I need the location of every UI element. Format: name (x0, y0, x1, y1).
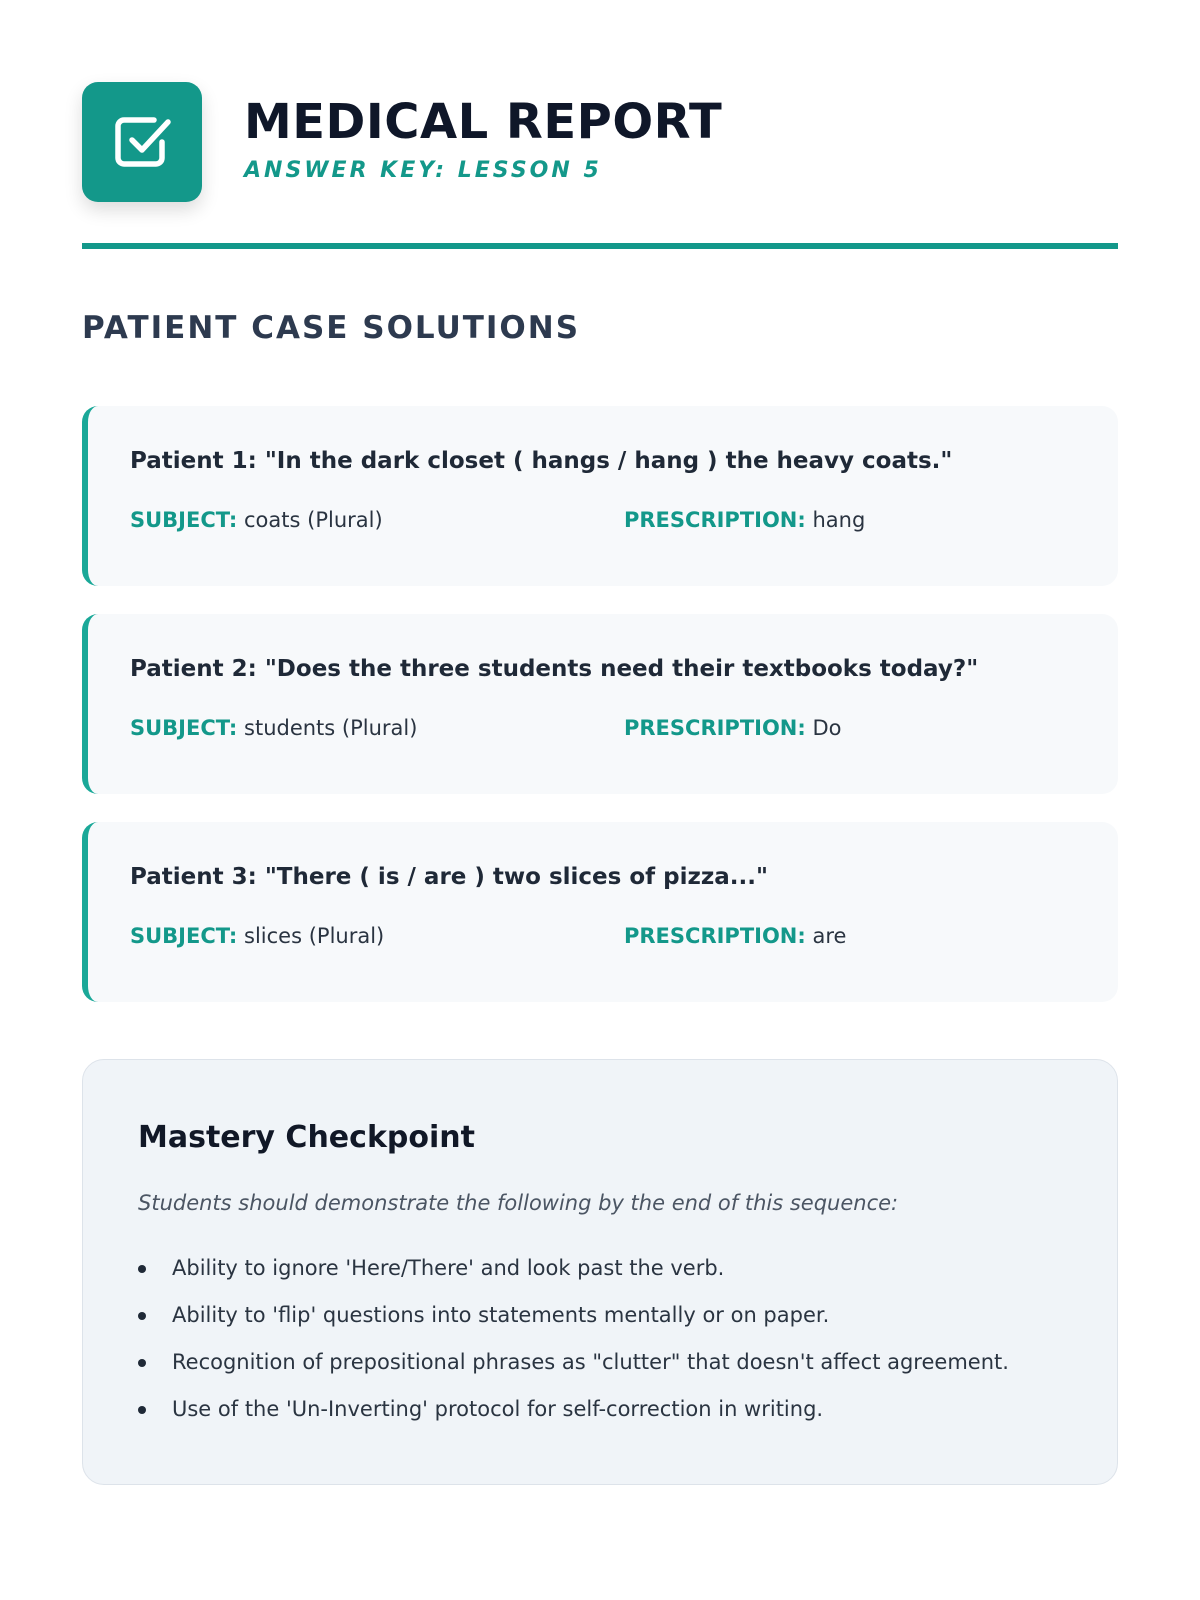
list-item-text: Use of the 'Un-Inverting' protocol for self-correction in writing. (172, 1397, 824, 1421)
subject-label: SUBJECT: (130, 508, 238, 532)
case-answer-row (130, 716, 1118, 746)
bullet-icon (138, 1312, 146, 1320)
case-answer-row (130, 508, 1118, 538)
case-list (82, 406, 1118, 1030)
list-item-text: Ability to ignore 'Here/There' and look past the verb. (172, 1256, 725, 1280)
case-answer-row (130, 924, 1118, 954)
case-question: Patient 1: "In the dark closet ( hangs / hang ) the heavy coats." (130, 448, 953, 474)
mastery-title: Mastery Checkpoint (138, 1120, 475, 1155)
bullet-icon (138, 1406, 146, 1414)
list-item (138, 1339, 1062, 1386)
prescription-label: PRESCRIPTION: (624, 716, 806, 740)
bullet-icon (138, 1359, 146, 1367)
list-item (138, 1245, 1062, 1292)
subject-value: slices (Plural) (244, 924, 385, 948)
case-prescription (624, 924, 846, 948)
case-card (82, 614, 1118, 794)
checkbox-icon (110, 110, 174, 174)
subject-label: SUBJECT: (130, 924, 238, 948)
subject-value: students (Plural) (244, 716, 418, 740)
prescription-label: PRESCRIPTION: (624, 508, 806, 532)
case-prescription (624, 716, 842, 740)
case-subject (130, 508, 383, 532)
list-item-text: Ability to 'flip' questions into statements mentally or on paper. (172, 1303, 830, 1327)
logo-badge (82, 82, 202, 202)
report-subtitle: ANSWER KEY: LESSON 5 (244, 158, 602, 183)
case-prescription (624, 508, 865, 532)
mastery-checkpoint-box (82, 1059, 1118, 1485)
case-question: Patient 2: "Does the three students need their textbooks today?" (130, 656, 979, 682)
header-divider (82, 243, 1118, 249)
mastery-intro: Students should demonstrate the following by the end of this sequence: (138, 1191, 899, 1215)
subject-value: coats (Plural) (244, 508, 383, 532)
prescription-label: PRESCRIPTION: (624, 924, 806, 948)
bullet-icon (138, 1265, 146, 1273)
section-heading: PATIENT CASE SOLUTIONS (82, 310, 581, 346)
case-card (82, 822, 1118, 1002)
prescription-value: are (812, 924, 847, 948)
case-subject (130, 924, 384, 948)
prescription-value: hang (812, 508, 866, 532)
report-title: MEDICAL REPORT (244, 94, 723, 150)
list-item (138, 1292, 1062, 1339)
case-subject (130, 716, 417, 740)
report-header (82, 82, 1118, 202)
mastery-list (138, 1245, 1062, 1433)
prescription-value: Do (812, 716, 842, 740)
case-card (82, 406, 1118, 586)
subject-label: SUBJECT: (130, 716, 238, 740)
list-item-text: Recognition of prepositional phrases as "clutter" that doesn't affect agreement. (172, 1350, 1009, 1374)
case-question: Patient 3: "There ( is / are ) two slices of pizza..." (130, 864, 769, 890)
list-item (138, 1386, 1062, 1433)
